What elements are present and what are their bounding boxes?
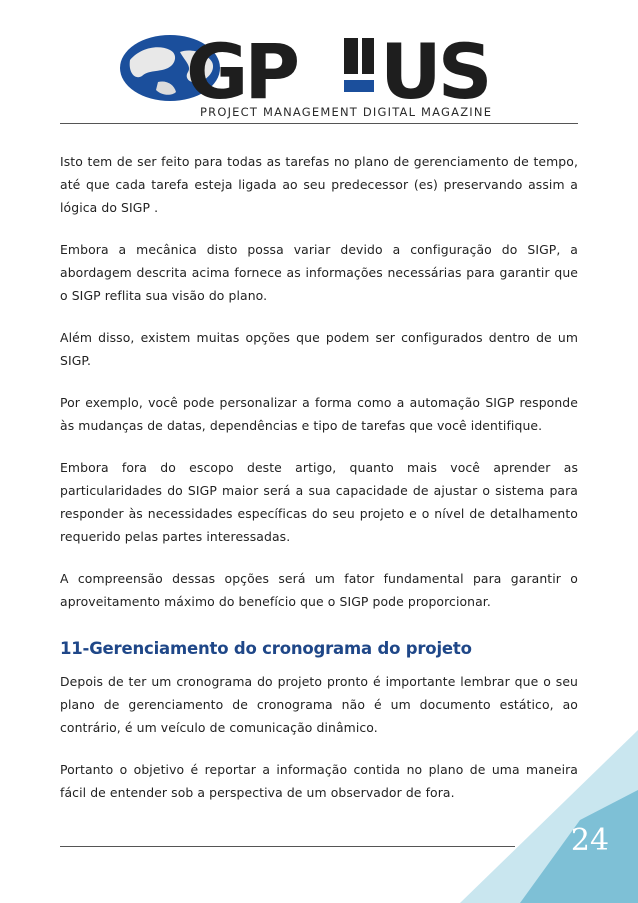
logo-text-left: GP xyxy=(186,30,297,116)
paragraph: Portanto o objetivo é reportar a informação contida no plano de uma maneira fácil de entender sob a perspectiva de um observador de fora. xyxy=(60,762,578,800)
paragraph: Por exemplo, você pode personalizar a forma como a automação SIGP responde às mudanças de datas, dependências e tipo de tarefas que você identifique. xyxy=(60,395,578,433)
paragraph: Além disso, existem muitas opções que podem ser configurados dentro de um SIGP. xyxy=(60,330,578,368)
paragraph: Depois de ter um cronograma do projeto pronto é importante lembrar que o seu plano de gerenciamento de cronograma não é um documento estático, ao contrário, é um veículo de comunicação dinâmico. xyxy=(60,674,578,735)
magazine-tagline: PROJECT MANAGEMENT DIGITAL MAGAZINE xyxy=(200,105,493,119)
page-number: 24 xyxy=(570,823,610,858)
logo-text-right: US xyxy=(380,30,489,116)
paragraph: A compreensão dessas opções será um fator fundamental para garantir o aproveitamento máximo do benefício que o SIGP pode proporcionar. xyxy=(60,571,578,609)
paragraph: Isto tem de ser feito para todas as tarefas no plano de gerenciamento de tempo, até que cada tarefa esteja ligada ao seu predecessor (es) preservando assim a lógica do SIGP . xyxy=(60,154,578,215)
paragraph: Embora a mecânica disto possa variar devido a configuração do SIGP, a abordagem descrita acima fornece as informações necessárias para garantir que o SIGP reflita sua visão do plano. xyxy=(60,242,578,303)
paragraph: Embora fora do escopo deste artigo, quanto mais você aprender as particularidades do SIGP maior será a sua capacidade de ajustar o sistema para responder às necessidades específicas do seu projeto e o nível de detalhamento requerido pelas partes interessadas. xyxy=(60,460,578,544)
section-heading: 11-Gerenciamento do cronograma do projeto xyxy=(60,639,472,658)
footer-divider xyxy=(60,846,515,847)
